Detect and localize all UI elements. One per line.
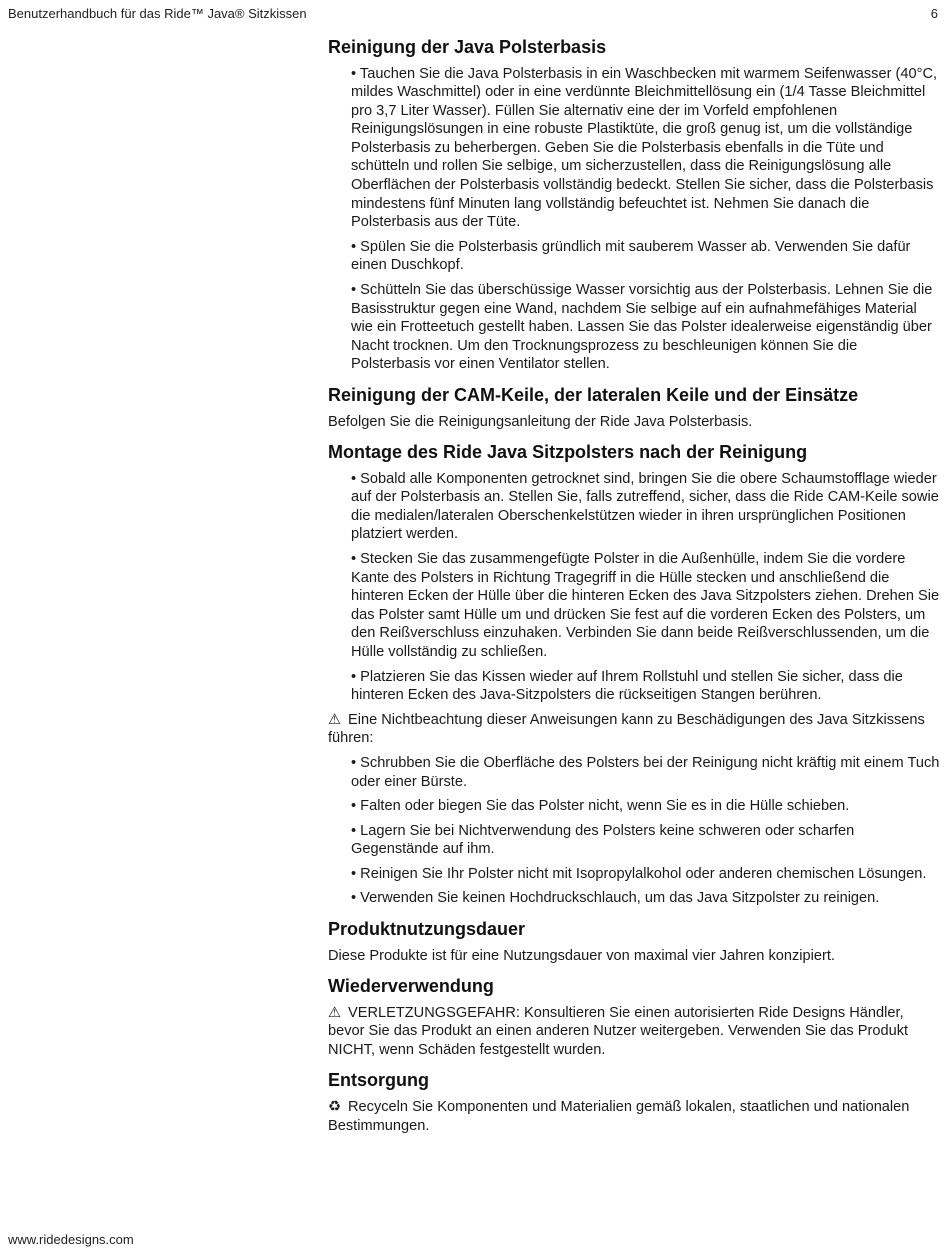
section-disposal bbox=[328, 1069, 940, 1135]
section-heading: Montage des Ride Java Sitzpolsters nach der Reinigung bbox=[328, 442, 808, 463]
list-item: • Stecken Sie das zusammengefügte Polster in die Außenhülle, indem Sie die vordere Kante des Polsters in Richtung Tragegriff in die Hülle stecken und anschließend die hinteren Ecken der Hülle über die hinteren Ecken des Java Sitzpolsters ziehen. Drehen Sie das Polster samt Hülle um und drücken Sie fest auf die vorderen Ecken des Polsters, um den Reißverschluss einzuhaken. Verbinden Sie dann beide Reißverschlussenden, um die Hülle vollständig zu schließen. bbox=[351, 550, 940, 660]
list-item: • Tauchen Sie die Java Polsterbasis in ein Waschbecken mit warmem Seifenwasser (40°C, mildes Waschmittel) oder in eine verdünnte Bleichmittellösung ein (1/4 Tasse Bleichmittel pro 3,7 Liter Wasser). Füllen Sie alternativ eine der im Vorfeld empfohlenen Reinigungslösungen in eine robuste Plastiktüte, die groß genug ist, um die vollständige Polsterbasis zu beherbergen. Geben Sie die Polsterbasis ebenfalls in die Tüte und schütteln und rollen Sie selbige, um sicherzustellen, dass die Reinigungslösung alle Oberflächen der Polsterbasis vollständig bedeckt. Stellen Sie sicher, dass die Polsterbasis mindestens fünf Minuten lang vollständig befeuchtet ist. Nehmen Sie danach die Polsterbasis aus der Tüte. bbox=[351, 65, 938, 231]
paragraph: Befolgen Sie die Reinigungsanleitung der Ride Java Polsterbasis. bbox=[328, 413, 753, 430]
list-item: • Spülen Sie die Polsterbasis gründlich mit sauberem Wasser ab. Verwenden Sie dafür einen Duschkopf. bbox=[351, 238, 911, 274]
recycle-text: Recyceln Sie Komponenten und Materialien gemäß lokalen, staatlichen und nationalen Bestimmungen. bbox=[328, 1098, 910, 1134]
warning-text: VERLETZUNGSGEFAHR: Konsultieren Sie einen autorisierten Ride Designs Händler, bevor Sie das Produkt an einen anderen Nutzer weitergeben. Verwenden Sie das Produkt NICHT, wenn Schäden festgestellt wurden. bbox=[328, 1004, 909, 1058]
section-heading: Produktnutzungsdauer bbox=[328, 919, 525, 940]
section-assembly bbox=[328, 441, 940, 908]
list-item: • Schütteln Sie das überschüssige Wasser vorsichtig aus der Polsterbasis. Lehnen Sie die Basisstruktur gegen eine Wand, nachdem Sie selbige auf ein aufnahmefähiges Material wie ein Frotteetuch gestellt haben. Lassen Sie das Polster idealerweise eigenständig über Nacht trocknen. Um den Trocknungsprozess zu beschleunigen können Sie die Polsterbasis vor einen Ventilator stellen. bbox=[351, 282, 933, 373]
section-heading: Reinigung der Java Polsterbasis bbox=[328, 37, 607, 57]
recycle-paragraph bbox=[328, 1098, 940, 1135]
page-number: 6 bbox=[930, 6, 938, 21]
section-cleaning-wedges bbox=[328, 384, 940, 431]
list-item: • Lagern Sie bei Nichtverwendung des Polsters keine schweren oder scharfen Gegenstände auf ihm. bbox=[351, 822, 855, 858]
warning-icon: ⚠ bbox=[328, 711, 342, 728]
list-item: • Reinigen Sie Ihr Polster nicht mit Isopropylalkohol oder anderen chemischen Lösungen. bbox=[351, 865, 927, 882]
section-reuse bbox=[328, 975, 940, 1059]
section-heading: Reinigung der CAM-Keile, der lateralen Keile und der Einsätze bbox=[328, 385, 859, 405]
list-item: • Sobald alle Komponenten getrocknet sind, bringen Sie die obere Schaumstofflage wieder auf der Polsterbasis an. Stellen Sie, falls zutreffend, sicher, dass die Ride CAM-Keile sowie die medialen/lateralen Oberschenkelstützen wieder in ihren ursprünglichen Positionen platziert werden. bbox=[351, 470, 939, 543]
paragraph: Diese Produkte ist für eine Nutzungsdauer von maximal vier Jahren konzipiert. bbox=[328, 947, 835, 964]
recycle-icon: ♻ bbox=[328, 1098, 342, 1115]
list-item: • Platzieren Sie das Kissen wieder auf Ihrem Rollstuhl und stellen Sie sicher, dass die hinteren Ecken des Java-Sitzpolsters die rückseitigen Stangen berühren. bbox=[351, 668, 903, 704]
warning-paragraph bbox=[328, 711, 940, 748]
page-content bbox=[328, 36, 940, 1145]
list-item: • Verwenden Sie keinen Hochdruckschlauch, um das Java Sitzpolster zu reinigen. bbox=[351, 890, 880, 907]
list-item: • Falten oder biegen Sie das Polster nicht, wenn Sie es in die Hülle schieben. bbox=[351, 798, 850, 815]
section-cleaning-base bbox=[328, 36, 940, 374]
section-heading: Entsorgung bbox=[328, 1070, 429, 1091]
warning-icon: ⚠ bbox=[328, 1004, 342, 1021]
footer-url[interactable]: www.ridedesigns.com bbox=[8, 1232, 134, 1247]
list-item: • Schrubben Sie die Oberfläche des Polsters bei der Reinigung nicht kräftig mit einem Tuch oder einer Bürste. bbox=[351, 754, 940, 790]
warning-text: Eine Nichtbeachtung dieser Anweisungen kann zu Beschädigungen des Java Sitzkissens führen: bbox=[328, 711, 925, 747]
warning-paragraph bbox=[328, 1004, 940, 1060]
section-product-lifetime bbox=[328, 918, 940, 965]
section-heading: Wiederverwendung bbox=[328, 976, 494, 997]
page-header bbox=[8, 6, 938, 26]
document-title: Benutzerhandbuch für das Ride™ Java® Sitzkissen bbox=[8, 6, 307, 21]
